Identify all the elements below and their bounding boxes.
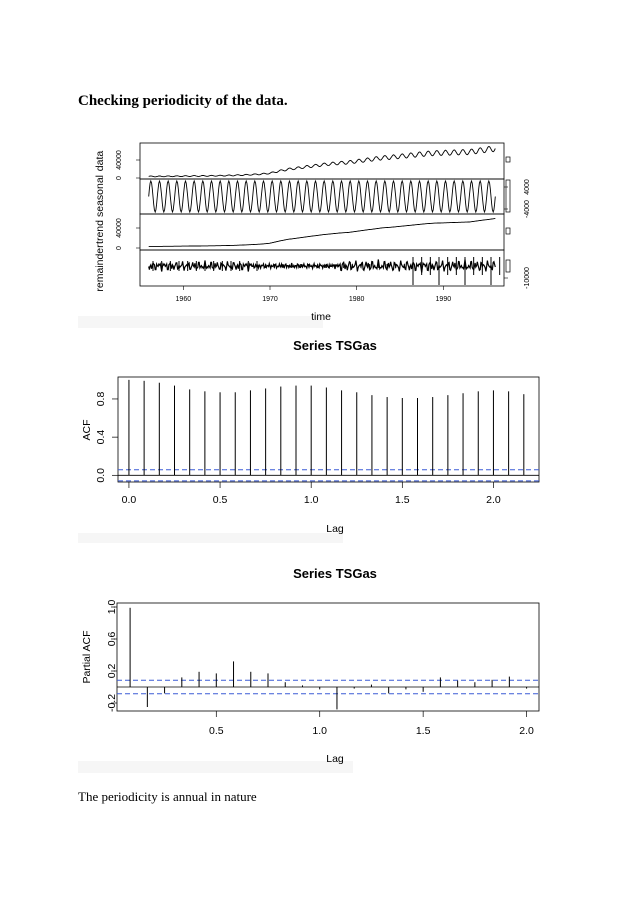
panel-label-data: data xyxy=(94,150,106,172)
panel-label-remainder: remainder xyxy=(94,244,106,292)
chart-title: Series TSGas xyxy=(293,338,377,353)
x-tick-label: 1.0 xyxy=(312,725,328,737)
y-tick-label-trend: 40000 xyxy=(116,218,123,238)
y-tick-label-trend: 0 xyxy=(116,246,123,250)
page-heading: Checking periodicity of the data. xyxy=(78,93,288,109)
panel-label-trend: trend xyxy=(94,220,106,244)
x-tick-label: 1990 xyxy=(435,296,452,303)
chart-title: Series TSGas xyxy=(293,566,377,581)
x-tick-label: 0.5 xyxy=(208,725,224,737)
x-tick-label: 0.5 xyxy=(212,494,228,506)
y-tick-label: 1.0 xyxy=(106,599,118,615)
x-tick-label: 0.0 xyxy=(121,494,137,506)
plot-frame xyxy=(117,603,539,711)
x-tick-label: 1960 xyxy=(175,296,192,303)
x-axis-title: Lag xyxy=(326,523,344,535)
y-tick-label: 0.8 xyxy=(95,391,107,407)
footer-text: The periodicity is annual in nature xyxy=(78,789,257,804)
y-axis-title: ACF xyxy=(81,419,93,441)
y-tick-label-remainder: -10000 xyxy=(524,267,531,289)
y-tick-label: 0.6 xyxy=(106,631,118,647)
y-axis-title: Partial ACF xyxy=(81,630,93,684)
y-tick-label: 0.4 xyxy=(95,429,107,445)
x-tick-label: 1.0 xyxy=(303,494,319,506)
y-tick-label: 0.0 xyxy=(95,467,107,483)
x-tick-label: 2.0 xyxy=(519,725,534,737)
x-tick-label: 1980 xyxy=(348,296,365,303)
x-axis-title: Lag xyxy=(326,753,344,765)
x-tick-label: 1.5 xyxy=(395,494,410,506)
y-tick-label: -0.2 xyxy=(106,693,118,713)
x-tick-label: 2.0 xyxy=(486,494,501,506)
y-tick-label: 0.2 xyxy=(106,663,118,679)
x-tick-label: 1.5 xyxy=(415,725,431,737)
x-axis-title: time xyxy=(311,311,331,323)
y-tick-label-seasonal: -4000 xyxy=(524,200,531,218)
y-tick-label-seasonal: 4000 xyxy=(524,179,531,195)
x-tick-label: 1970 xyxy=(262,296,278,303)
y-tick-label-data: 0 xyxy=(116,176,123,180)
y-tick-label-data: 40000 xyxy=(116,150,123,170)
panel-label-seasonal: seasonal xyxy=(94,174,106,218)
